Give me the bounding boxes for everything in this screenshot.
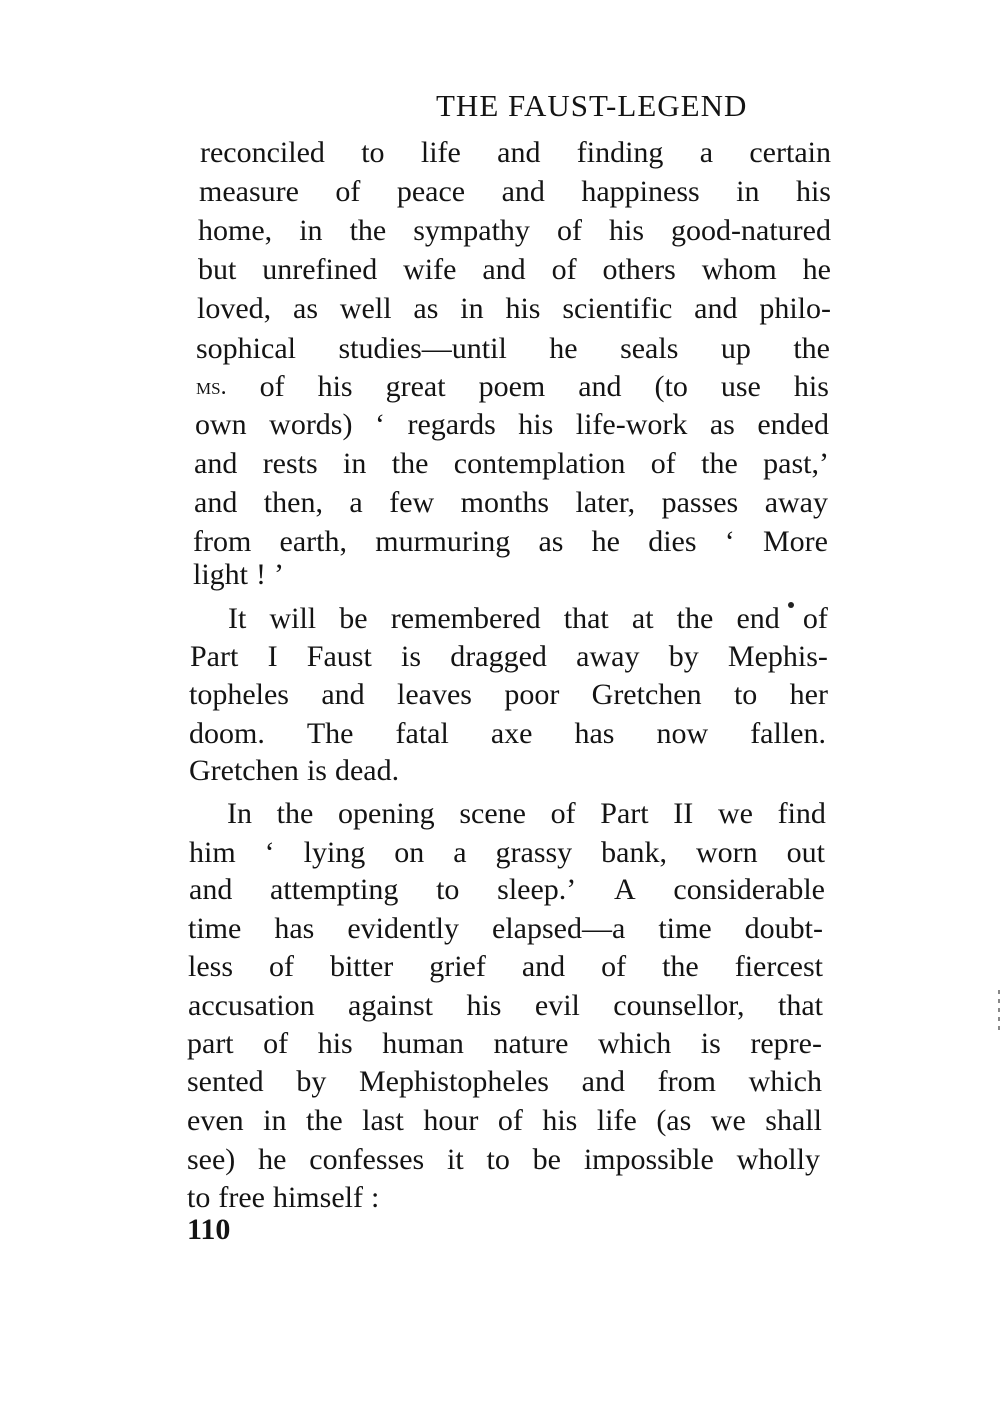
running-head: THE FAUST-LEGEND: [436, 88, 748, 123]
text-line: Gretchen is dead.: [189, 754, 400, 787]
text-line: part of his human nature which is repre-: [187, 1027, 822, 1060]
text-line: and attempting to sleep.’ A considerable: [189, 873, 825, 906]
text-line: sophical studies—until he seals up the: [196, 332, 830, 365]
text-line: doom. The fatal axe has now fallen.: [189, 717, 826, 750]
text-line: topheles and leaves poor Gretchen to her: [189, 678, 828, 711]
text-line: and rests in the contemplation of the past,’: [194, 447, 829, 480]
text-line: In the opening scene of Part II we find: [227, 797, 826, 830]
text-line: loved, as well as in his scientific and philo-: [197, 292, 831, 325]
text-line: see) he confesses it to be impossible wholly: [187, 1143, 820, 1176]
text-line: light ! ’: [193, 558, 285, 591]
text-line: and then, a few months later, passes away: [194, 486, 828, 519]
text-line: even in the last hour of his life (as we shall: [187, 1104, 822, 1137]
print-speck: [788, 602, 794, 608]
text-line: ms. of his great poem and (to use his: [196, 370, 829, 403]
text-line: from earth, murmuring as he dies ‘ More: [193, 525, 828, 558]
text-line: time has evidently elapsed—a time doubt-: [188, 912, 823, 945]
text-line: less of bitter grief and of the fiercest: [188, 950, 823, 983]
text-line: Part I Faust is dragged away by Mephis-: [190, 640, 828, 673]
text-line: accusation against his evil counsellor, that: [188, 989, 823, 1022]
text-line: own words) ‘ regards his life-work as ended: [195, 408, 829, 441]
text-line: home, in the sympathy of his good-natured: [198, 214, 831, 247]
text-line: but unrefined wife and of others whom he: [198, 253, 831, 286]
text-line: reconciled to life and finding a certain: [200, 136, 831, 169]
text-line: measure of peace and happiness in his: [199, 175, 831, 208]
text-line: It will be remembered that at the end of: [228, 602, 828, 635]
text-line: him ‘ lying on a grassy bank, worn out: [189, 836, 825, 869]
text-line: sented by Mephistopheles and from which: [187, 1065, 822, 1098]
text-line: to free himself :: [187, 1181, 380, 1214]
page-number: 110: [187, 1213, 231, 1246]
